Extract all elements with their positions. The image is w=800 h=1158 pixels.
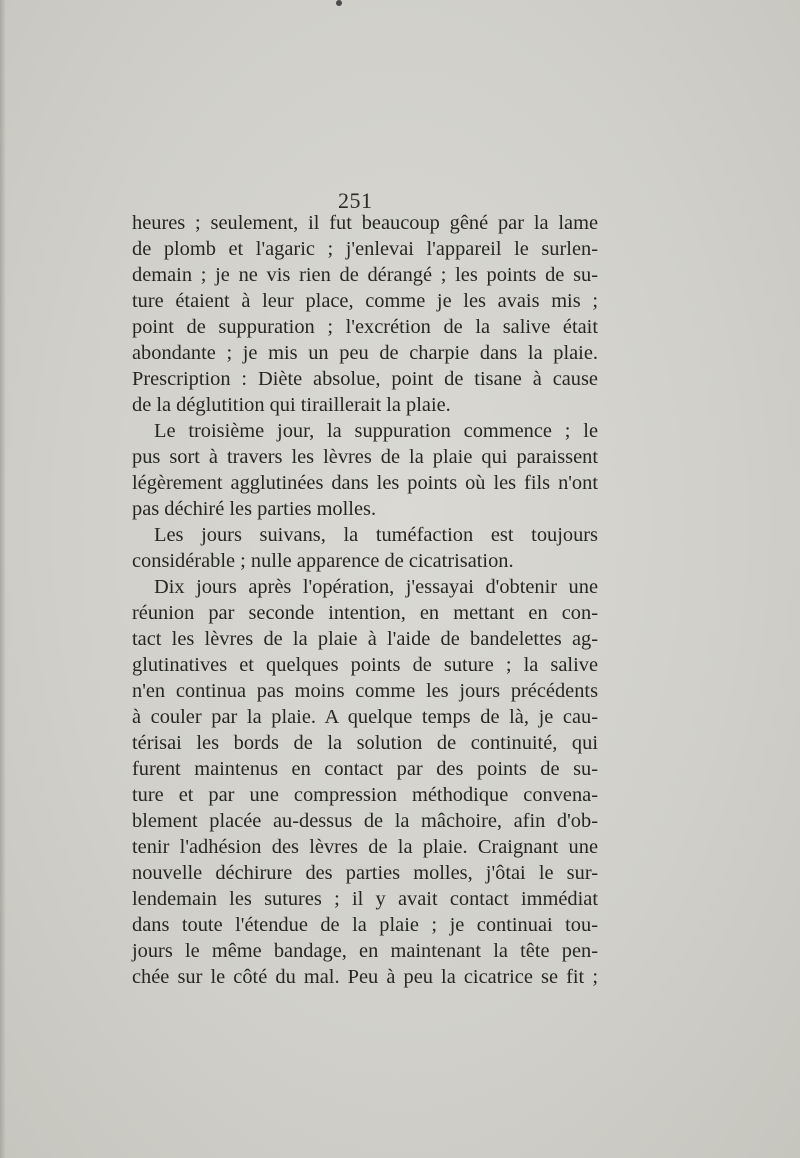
text-line: à couler par la plaie. A quelque temps de là, je cau- — [132, 706, 598, 728]
text-line: chée sur le côté du mal. Peu à peu la cicatrice se fit ; — [132, 966, 598, 988]
text-line: pus sort à travers les lèvres de la plaie qui paraissent — [132, 446, 598, 468]
ink-speck — [336, 0, 342, 6]
text-line: heures ; seulement, il fut beaucoup gêné par la lame — [132, 212, 598, 234]
page-number: 251 — [338, 188, 373, 213]
body-text — [132, 210, 598, 990]
text-line: dans toute l'étendue de la plaie ; je continuai tou- — [132, 914, 598, 936]
text-line: lendemain les sutures ; il y avait contact immédiat — [132, 888, 598, 910]
text-line: jours le même bandage, en maintenant la tête pen- — [132, 940, 598, 962]
text-line: Le troisième jour, la suppuration commence ; le — [154, 420, 598, 442]
text-line: abondante ; je mis un peu de charpie dans la plaie. — [132, 342, 598, 364]
text-line: n'en continua pas moins comme les jours précédents — [132, 680, 598, 702]
text-line: furent maintenus en contact par des points de su- — [132, 758, 598, 780]
text-line: Les jours suivans, la tuméfaction est toujours — [154, 524, 598, 546]
text-line: réunion par seconde intention, en mettant en con- — [132, 602, 598, 624]
text-line: tenir l'adhésion des lèvres de la plaie. Craignant une — [132, 836, 598, 858]
text-line: de la déglutition qui tiraillerait la plaie. — [132, 394, 451, 416]
text-line: de plomb et l'agaric ; j'enlevai l'appareil le surlen- — [132, 238, 598, 260]
text-line: térisai les bords de la solution de continuité, qui — [132, 732, 598, 754]
text-line: ture étaient à leur place, comme je les avais mis ; — [132, 290, 598, 312]
text-line: point de suppuration ; l'excrétion de la salive était — [132, 316, 598, 338]
text-line: considérable ; nulle apparence de cicatrisation. — [132, 550, 514, 572]
text-line: légèrement agglutinées dans les points où les fils n'ont — [132, 472, 598, 494]
text-line: tact les lèvres de la plaie à l'aide de bandelettes ag- — [132, 628, 598, 650]
text-line: demain ; je ne vis rien de dérangé ; les points de su- — [132, 264, 598, 286]
text-line: ture et par une compression méthodique convena- — [132, 784, 598, 806]
text-line: Dix jours après l'opération, j'essayai d'obtenir une — [154, 576, 598, 598]
text-line: nouvelle déchirure des parties molles, j'ôtai le sur- — [132, 862, 598, 884]
page-edge-shadow — [0, 0, 6, 1158]
text-line: glutinatives et quelques points de suture ; la salive — [132, 654, 598, 676]
text-line: Prescription : Diète absolue, point de tisane à cause — [132, 368, 598, 390]
text-line: blement placée au-dessus de la mâchoire, afin d'ob- — [132, 810, 598, 832]
text-line: pas déchiré les parties molles. — [132, 498, 377, 520]
